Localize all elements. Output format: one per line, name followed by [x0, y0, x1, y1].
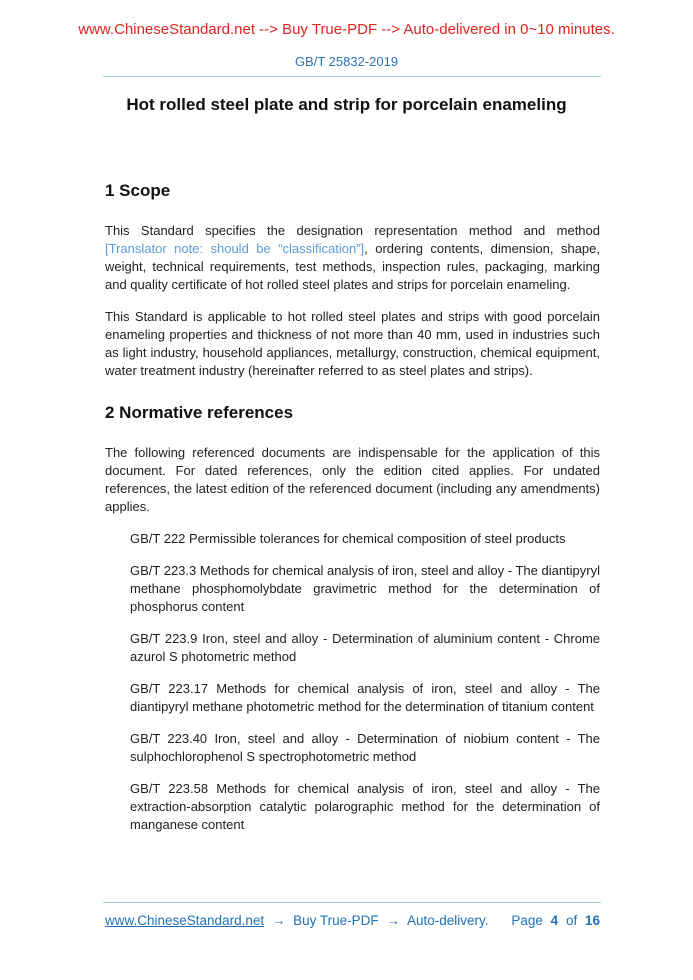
- scope-paragraph-1: [105, 222, 600, 294]
- reference-item: GB/T 222 Permissible tolerances for chemical composition of steel products: [130, 531, 566, 546]
- footer-site-link[interactable]: www.ChineseStandard.net: [105, 913, 265, 928]
- page-footer: [0, 902, 693, 930]
- reference-item: GB/T 223.9 Iron, steel and alloy - Determination of aluminium content - Chrome azurol S photometric method: [130, 631, 600, 664]
- reference-item: GB/T 223.17 Methods for chemical analysis of iron, steel and alloy - The diantipyryl methane photometric method for the determination of titanium content: [130, 681, 600, 714]
- footer-divider: [103, 902, 601, 903]
- footer-delivery-label: Auto-delivery.: [406, 913, 489, 928]
- page-label: Page: [511, 913, 543, 928]
- arrow-right-icon: →: [386, 913, 400, 928]
- document-body: [105, 181, 600, 834]
- scope-paragraph-1-continued: , ordering contents, dimension, shape, weight, technical requirements, test methods, inspection rules, packaging, marking and quality certificate of hot rolled steel plates and strips for porcelain enameling.: [105, 241, 600, 292]
- footer-links: [105, 912, 492, 930]
- section-heading-normative-references: 2 Normative references: [105, 403, 294, 422]
- reference-item: GB/T 223.40 Iron, steel and alloy - Determination of niobium content - The sulphochlorophenol S spectrophotometric method: [130, 731, 600, 764]
- page-total: 16: [584, 913, 600, 928]
- page-of-label: of: [565, 913, 578, 928]
- arrow-right-icon: →: [271, 913, 286, 928]
- section-heading-scope: 1 Scope: [105, 181, 171, 200]
- header-divider: [103, 76, 601, 77]
- promo-banner: www.ChineseStandard.net --> Buy True-PDF --> Auto-delivered in 0~10 minutes.: [78, 21, 615, 38]
- page-indicator: [507, 912, 600, 930]
- scope-paragraph-1-text: This Standard specifies the designation representation method and method: [105, 223, 600, 238]
- scope-paragraph-2: This Standard is applicable to hot rolled steel plates and strips with good porcelain enameling properties and thickness of not more than 40 mm, used in industries such as light industry, household appliances, metallurgy, construction, chemical equipment, water treatment industry (hereinafter referred to as steel plates and strips).: [105, 309, 600, 378]
- standard-number: GB/T 25832-2019: [294, 54, 399, 69]
- page-current: 4: [550, 913, 559, 928]
- footer-buy-label: Buy True-PDF: [293, 913, 379, 928]
- normative-intro-paragraph: The following referenced documents are indispensable for the application of this document. For dated references, only the edition cited applies. For undated references, the latest edition of the referenced document (including any amendments) applies.: [105, 445, 600, 514]
- reference-item: GB/T 223.58 Methods for chemical analysis of iron, steel and alloy - The extraction-absorption catalytic polarographic method for the determination of manganese content: [130, 781, 600, 832]
- reference-item: GB/T 223.3 Methods for chemical analysis of iron, steel and alloy - The diantipyryl methane phosphomolybdate gravimetric method for the determination of phosphorus content: [130, 563, 600, 614]
- document-title: Hot rolled steel plate and strip for porcelain enameling: [126, 95, 567, 114]
- translator-note: [Translator note: should be “classification”]: [105, 241, 365, 256]
